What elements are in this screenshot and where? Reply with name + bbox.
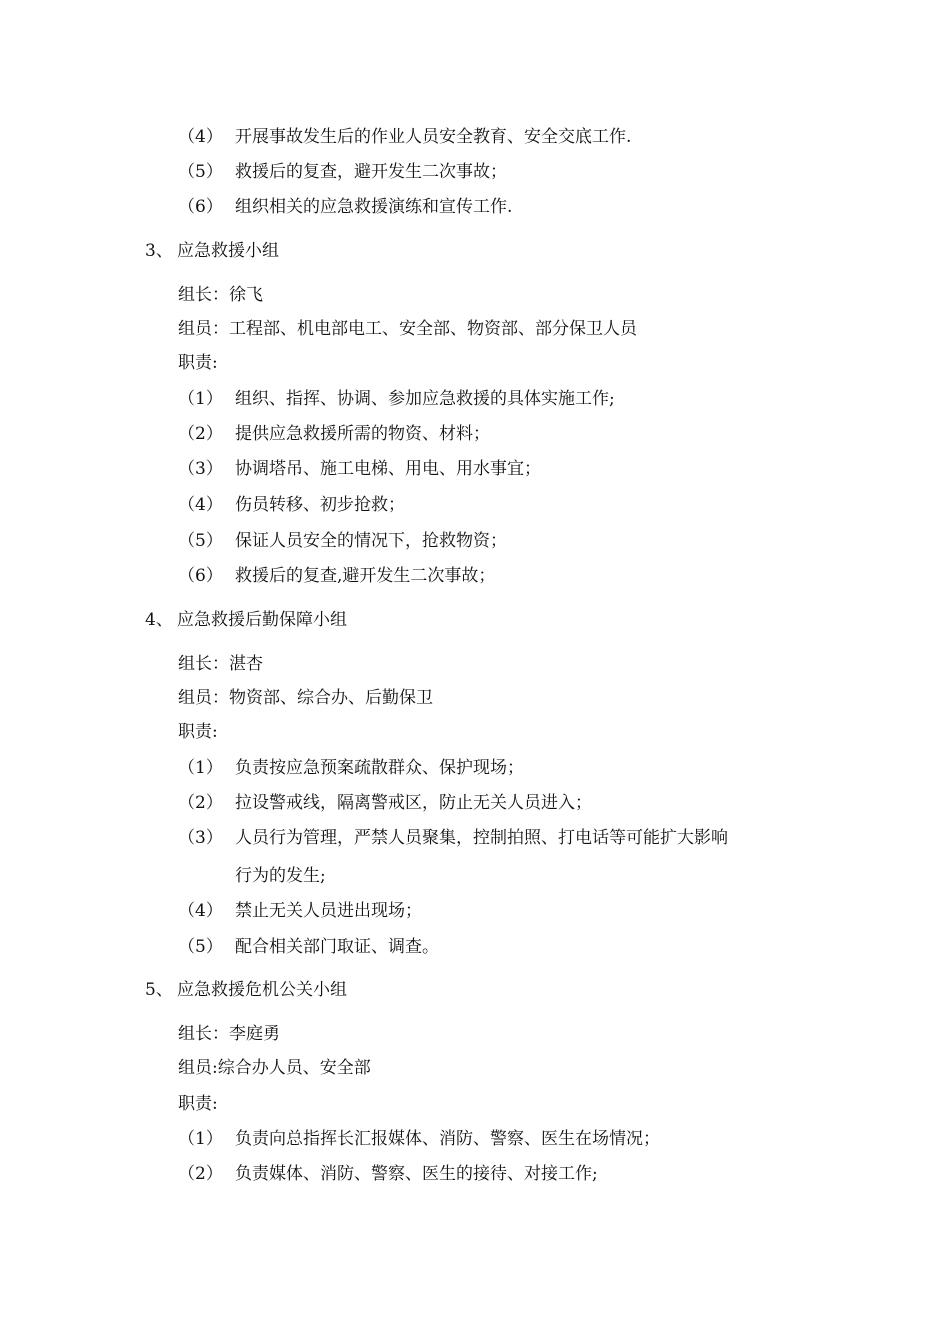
item-number: （2）	[178, 424, 223, 444]
duties-label: 职责:	[178, 353, 218, 373]
item-number: （3）	[178, 459, 223, 479]
item-text: 开展事故发生后的作业人员安全教育、安全交底工作.	[235, 127, 632, 147]
item-text: 负责按应急预案疏散群众、保护现场；	[235, 758, 524, 778]
item-number: （4）	[178, 495, 223, 515]
section-number: 5、	[145, 980, 173, 1000]
item-number: （1）	[178, 1129, 223, 1149]
group-leader: 组长：李庭勇	[178, 1024, 280, 1044]
item-text: 保证人员安全的情况下，抢救物资；	[235, 531, 507, 551]
item-number: （3）	[178, 828, 223, 848]
group-leader: 组长：湛杏	[178, 654, 263, 674]
section-title: 应急救援小组	[177, 241, 279, 261]
item-text-continuation: 行为的发生;	[235, 866, 326, 886]
item-number: （6）	[178, 197, 223, 217]
item-number: （4）	[178, 127, 223, 147]
duties-label: 职责:	[178, 1094, 218, 1114]
item-text: 伤员转移、初步抢救；	[235, 495, 405, 515]
group-members: 组员：工程部、机电部电工、安全部、物资部、部分保卫人员	[178, 319, 637, 339]
item-number: （5）	[178, 531, 223, 551]
section-number: 3、	[145, 241, 173, 261]
item-text: 禁止无关人员进出现场；	[235, 901, 422, 921]
item-text: 拉设警戒线，隔离警戒区，防止无关人员进入；	[235, 793, 592, 813]
item-text: 救援后的复查,避开发生二次事故；	[235, 566, 496, 586]
item-number: （5）	[178, 937, 223, 957]
item-text: 提供应急救援所需的物资、材料；	[235, 424, 490, 444]
duties-label: 职责:	[178, 722, 218, 742]
item-number: （1）	[178, 758, 223, 778]
item-number: （5）	[178, 162, 223, 182]
item-text: 协调塔吊、施工电梯、用电、用水事宜；	[235, 459, 541, 479]
section-number: 4、	[145, 610, 173, 630]
item-text: 组织相关的应急救援演练和宣传工作.	[235, 197, 513, 217]
section-title: 应急救援危机公关小组	[177, 980, 347, 1000]
item-text: 配合相关部门取证、调查。	[235, 937, 439, 957]
item-number: （1）	[178, 389, 223, 409]
item-text: 救援后的复查，避开发生二次事故；	[235, 162, 507, 182]
item-number: （2）	[178, 1164, 223, 1184]
item-number: （4）	[178, 901, 223, 921]
item-text: 负责向总指挥长汇报媒体、消防、警察、医生在场情况；	[235, 1129, 660, 1149]
group-members: 组员:综合办人员、安全部	[178, 1058, 371, 1078]
item-number: （2）	[178, 793, 223, 813]
section-title: 应急救援后勤保障小组	[177, 610, 347, 630]
group-members: 组员：物资部、综合办、后勤保卫	[178, 688, 433, 708]
item-text: 组织、指挥、协调、参加应急救援的具体实施工作;	[235, 389, 615, 409]
item-text: 负责媒体、消防、警察、医生的接待、对接工作;	[235, 1164, 598, 1184]
group-leader: 组长：徐飞	[178, 285, 263, 305]
item-text: 人员行为管理，严禁人员聚集，控制拍照、打电话等可能扩大影响	[235, 828, 728, 848]
item-number: （6）	[178, 566, 223, 586]
